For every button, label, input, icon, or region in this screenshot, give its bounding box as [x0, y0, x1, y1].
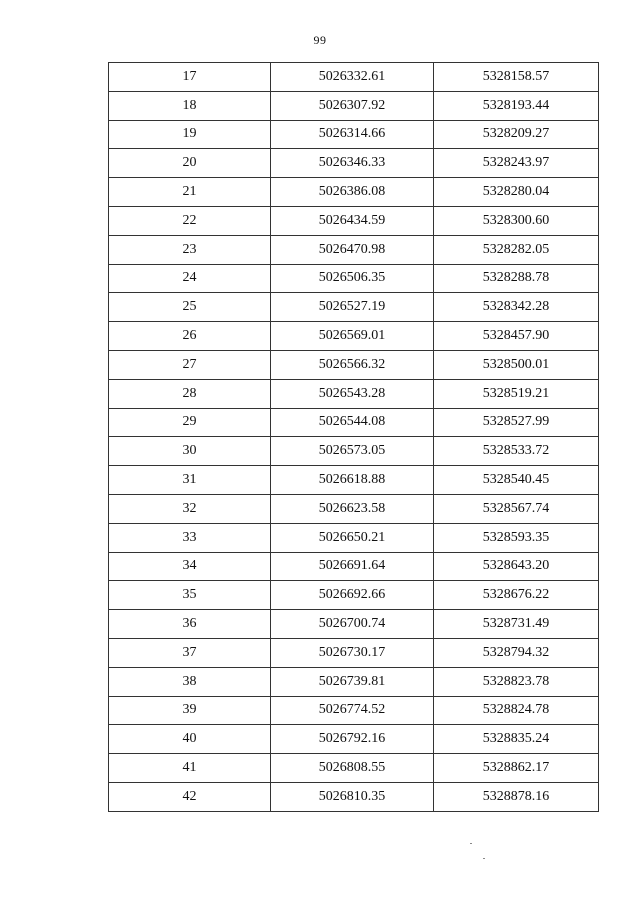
y-coordinate-cell: 5328193.44 [434, 91, 599, 120]
table-row [109, 120, 599, 149]
x-coordinate-cell: 5026314.66 [271, 120, 434, 149]
table-row [109, 178, 599, 207]
table-row [109, 552, 599, 581]
point-number-cell: 37 [109, 638, 271, 667]
point-number-cell: 38 [109, 667, 271, 696]
x-coordinate-cell: 5026810.35 [271, 782, 434, 811]
scan-speck [470, 843, 472, 844]
table-row [109, 379, 599, 408]
x-coordinate-cell: 5026543.28 [271, 379, 434, 408]
y-coordinate-cell: 5328457.90 [434, 322, 599, 351]
point-number-cell: 26 [109, 322, 271, 351]
y-coordinate-cell: 5328280.04 [434, 178, 599, 207]
y-coordinate-cell: 5328158.57 [434, 63, 599, 92]
table-row [109, 437, 599, 466]
y-coordinate-cell: 5328643.20 [434, 552, 599, 581]
x-coordinate-cell: 5026346.33 [271, 149, 434, 178]
x-coordinate-cell: 5026739.81 [271, 667, 434, 696]
x-coordinate-cell: 5026332.61 [271, 63, 434, 92]
point-number-cell: 24 [109, 264, 271, 293]
point-number-cell: 22 [109, 206, 271, 235]
x-coordinate-cell: 5026544.08 [271, 408, 434, 437]
table-row [109, 63, 599, 92]
point-number-cell: 28 [109, 379, 271, 408]
table-row [109, 610, 599, 639]
point-number-cell: 36 [109, 610, 271, 639]
table-row [109, 754, 599, 783]
x-coordinate-cell: 5026527.19 [271, 293, 434, 322]
point-number-cell: 39 [109, 696, 271, 725]
point-number-cell: 19 [109, 120, 271, 149]
y-coordinate-cell: 5328593.35 [434, 523, 599, 552]
point-number-cell: 18 [109, 91, 271, 120]
y-coordinate-cell: 5328824.78 [434, 696, 599, 725]
table-row [109, 696, 599, 725]
y-coordinate-cell: 5328342.28 [434, 293, 599, 322]
table-row [109, 206, 599, 235]
y-coordinate-cell: 5328823.78 [434, 667, 599, 696]
x-coordinate-cell: 5026470.98 [271, 235, 434, 264]
x-coordinate-cell: 5026569.01 [271, 322, 434, 351]
x-coordinate-cell: 5026650.21 [271, 523, 434, 552]
table-row [109, 350, 599, 379]
table-row [109, 725, 599, 754]
y-coordinate-cell: 5328288.78 [434, 264, 599, 293]
table-row [109, 494, 599, 523]
table-row [109, 149, 599, 178]
table-row [109, 91, 599, 120]
x-coordinate-cell: 5026566.32 [271, 350, 434, 379]
x-coordinate-cell: 5026618.88 [271, 466, 434, 495]
page-number: 99 [313, 33, 327, 47]
point-number-cell: 25 [109, 293, 271, 322]
y-coordinate-cell: 5328282.05 [434, 235, 599, 264]
point-number-cell: 42 [109, 782, 271, 811]
y-coordinate-cell: 5328567.74 [434, 494, 599, 523]
point-number-cell: 33 [109, 523, 271, 552]
point-number-cell: 35 [109, 581, 271, 610]
y-coordinate-cell: 5328835.24 [434, 725, 599, 754]
coordinates-table-body [109, 63, 599, 812]
point-number-cell: 21 [109, 178, 271, 207]
table-row [109, 466, 599, 495]
coordinates-table [108, 62, 599, 812]
table-row [109, 782, 599, 811]
x-coordinate-cell: 5026700.74 [271, 610, 434, 639]
y-coordinate-cell: 5328533.72 [434, 437, 599, 466]
y-coordinate-cell: 5328527.99 [434, 408, 599, 437]
x-coordinate-cell: 5026623.58 [271, 494, 434, 523]
y-coordinate-cell: 5328209.27 [434, 120, 599, 149]
x-coordinate-cell: 5026730.17 [271, 638, 434, 667]
y-coordinate-cell: 5328878.16 [434, 782, 599, 811]
y-coordinate-cell: 5328731.49 [434, 610, 599, 639]
point-number-cell: 31 [109, 466, 271, 495]
point-number-cell: 34 [109, 552, 271, 581]
table-row [109, 667, 599, 696]
x-coordinate-cell: 5026386.08 [271, 178, 434, 207]
y-coordinate-cell: 5328500.01 [434, 350, 599, 379]
y-coordinate-cell: 5328300.60 [434, 206, 599, 235]
table-row [109, 581, 599, 610]
y-coordinate-cell: 5328243.97 [434, 149, 599, 178]
table-row [109, 322, 599, 351]
table-row [109, 408, 599, 437]
table-row [109, 293, 599, 322]
point-number-cell: 40 [109, 725, 271, 754]
y-coordinate-cell: 5328540.45 [434, 466, 599, 495]
y-coordinate-cell: 5328794.32 [434, 638, 599, 667]
y-coordinate-cell: 5328676.22 [434, 581, 599, 610]
x-coordinate-cell: 5026692.66 [271, 581, 434, 610]
point-number-cell: 27 [109, 350, 271, 379]
table-row [109, 235, 599, 264]
point-number-cell: 30 [109, 437, 271, 466]
x-coordinate-cell: 5026792.16 [271, 725, 434, 754]
point-number-cell: 32 [109, 494, 271, 523]
table-row [109, 523, 599, 552]
y-coordinate-cell: 5328519.21 [434, 379, 599, 408]
x-coordinate-cell: 5026691.64 [271, 552, 434, 581]
point-number-cell: 41 [109, 754, 271, 783]
x-coordinate-cell: 5026434.59 [271, 206, 434, 235]
table-row [109, 638, 599, 667]
x-coordinate-cell: 5026573.05 [271, 437, 434, 466]
x-coordinate-cell: 5026808.55 [271, 754, 434, 783]
table-row [109, 264, 599, 293]
x-coordinate-cell: 5026506.35 [271, 264, 434, 293]
x-coordinate-cell: 5026774.52 [271, 696, 434, 725]
x-coordinate-cell: 5026307.92 [271, 91, 434, 120]
point-number-cell: 20 [109, 149, 271, 178]
y-coordinate-cell: 5328862.17 [434, 754, 599, 783]
point-number-cell: 29 [109, 408, 271, 437]
scan-speck [483, 858, 485, 859]
point-number-cell: 23 [109, 235, 271, 264]
point-number-cell: 17 [109, 63, 271, 92]
